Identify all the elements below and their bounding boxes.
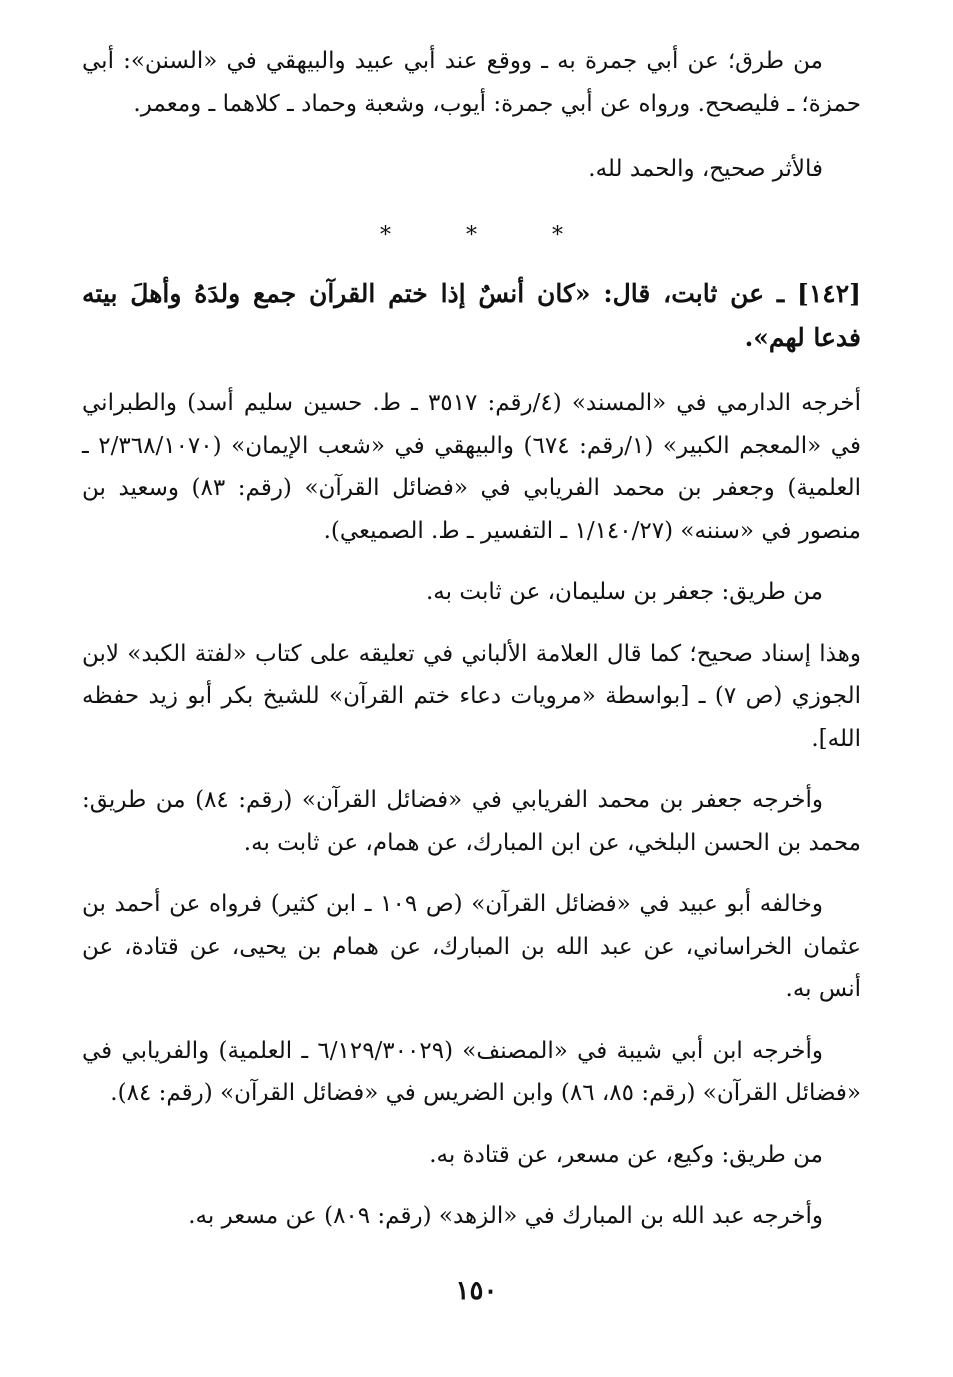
paragraph-takhrij-3: وأخرجه ابن أبي شيبة في «المصنف» (٦/١٢٩/٣٠٠٢٩ ـ العلمية) والفريابي في «فضائل القرآن» (رقم: ٨٥، ٨٦) وابن الضريس في «فضائل القرآن» (رقم: ٨٤). bbox=[82, 1037, 861, 1106]
paragraph-takhrij-1: أخرجه الدارمي في «المسند» (٤/رقم: ٣٥١٧ ـ ط. حسين سليم أسد) والطبراني في «المعجم الكبير» (١/رقم: ٦٧٤) والبيهقي في «شعب الإيمان» (٢/٣٦٨/١٠٧٠ ـ العلمية) وجعفر بن محمد الفريابي في «فضائل القرآن» (رقم: ٨٣) وسعيد بن منصور في «سننه» (١/١٤٠/٢٧ ـ التفسير ـ ط. الصميعي). bbox=[82, 390, 861, 544]
narration-heading: [١٤٢] ـ عن ثابت، قال: «كان أنسٌ إذا ختم القرآن جمع ولدَهُ وأهلَ بيته فدعا لهم». bbox=[82, 279, 861, 352]
paragraph-conclusion: فالأثر صحيح، والحمد لله. bbox=[588, 156, 823, 182]
page-number: ١٥٠ bbox=[455, 1276, 498, 1306]
paragraph-chain-2: من طريق: وكيع، عن مسعر، عن قتادة به. bbox=[429, 1141, 823, 1168]
section-separator: * * * bbox=[380, 223, 597, 248]
paragraph-chain-1: من طريق: جعفر بن سليمان، عن ثابت به. bbox=[426, 579, 823, 605]
paragraph-takhrij-4: وأخرجه عبد الله بن المبارك في «الزهد» (رقم: ٨٠٩) عن مسعر به. bbox=[188, 1203, 823, 1229]
paragraph-intro: من طرق؛ عن أبي جمرة به ـ ووقع عند أبي عبيد والبيهقي في «السنن»: أبي حمزة؛ ـ فليصحح. ورواه عن أبي جمرة: أيوب، وشعبة وحماد ـ كلاهما ـ ومعمر. bbox=[82, 48, 861, 117]
paragraph-variant-chain: وخالفه أبو عبيد في «فضائل القرآن» (ص ١٠٩ ـ ابن كثير) فرواه عن أحمد بن عثمان الخراساني، عن عبد الله بن المبارك، عن همام بن يحيى، عن قتادة، عن أنس به. bbox=[82, 891, 861, 1002]
paragraph-takhrij-2: وأخرجه جعفر بن محمد الفريابي في «فضائل القرآن» (رقم: ٨٤) من طريق: محمد بن الحسن البلخي، عن ابن المبارك، عن همام، عن ثابت به. bbox=[82, 787, 861, 856]
paragraph-authentication: وهذا إسناد صحيح؛ كما قال العلامة الألباني في تعليقه على كتاب «لفتة الكبد» لابن الجوزي (ص ٧) ـ [بواسطة «مرويات دعاء ختم القرآن» للشيخ بكر أبو زيد حفظه الله]. bbox=[82, 640, 862, 752]
